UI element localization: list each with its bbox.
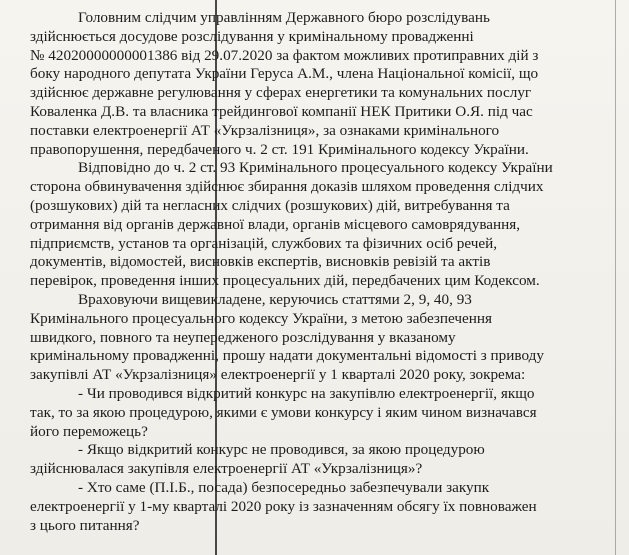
text-line: - Хто саме (П.І.Б., посада) безпосередньо забезпечували закупк	[78, 478, 490, 496]
text-line: Враховуючи вищевикладене, керуючись статтями 2, 9, 40, 93	[78, 290, 472, 308]
text-line: з цього питання?	[30, 516, 140, 534]
text-line: - Чи проводився відкритий конкурс на закупівлю електроенергії, якщо	[78, 384, 535, 402]
text-line: правопорушення, передбаченого ч. 2 ст. 191 Кримінального кодексу України.	[30, 140, 529, 158]
text-line: підприємств, установ та організацій, службових та фізичних осіб речей,	[30, 234, 498, 252]
paper-right-edge	[615, 0, 616, 555]
text-line: швидкого, повного та неупередженого розслідування у вказаному	[30, 328, 456, 346]
text-line: Коваленка Д.В. та власника трейдингової компанії НЕК Притики О.Я. під час	[30, 102, 533, 120]
paragraph-legal-basis	[30, 159, 610, 291]
text-line: Головним слідчим управлінням Державного бюро розслідувань	[78, 9, 490, 26]
text-line: так, то за якою процедурою, якими є умови конкурсу і яким чином визначався	[30, 403, 537, 421]
question-procedure	[30, 441, 610, 479]
text-line: № 42020000000001386 від 29.07.2020 за фактом можливих протиправних дій з	[30, 46, 539, 64]
text-line: здійснювалася закупівля електроенергії АТ «Укрзалізниця»?	[30, 460, 423, 478]
text-line: його переможець?	[30, 422, 148, 440]
document-body	[30, 9, 610, 535]
text-line: (розшукових) дій та негласних слідчих (розшукових) дій, витребування та	[30, 196, 510, 214]
text-line: документів, відомостей, висновків експертів, висновків ревізій та актів	[30, 253, 491, 271]
text-line: кримінальному провадженні, прошу надати документальні відомості з приводу	[30, 347, 544, 365]
text-line: закупівлі АТ «Укрзалізниця» електроенергії у 1 кварталі 2020 року, зокрема:	[30, 366, 526, 384]
paragraph-request	[30, 291, 610, 385]
text-line: здійснює державне регулювання у сферах енергетики та комунальних послуг	[30, 84, 532, 102]
paragraph-investigation-intro	[30, 9, 610, 159]
text-line: - Якщо відкритий конкурс не проводився, за якою процедурою	[78, 441, 485, 459]
text-line: Кримінального процесуального кодексу України, з метою забезпечення	[30, 309, 492, 327]
text-line: боку народного депутата України Геруса А.М., члена Національної комісії, що	[30, 65, 539, 83]
text-line: перевірок, проведення інших процесуальних дій, передбачених цим Кодексом.	[30, 272, 540, 290]
text-line: електроенергії у 1-му кварталі 2020 року із зазначенням обсягу їх повноважен	[30, 497, 537, 515]
text-line: сторона обвинувачення здійснює збирання доказів шляхом проведення слідчих	[30, 178, 544, 196]
text-line: поставки електроенергії АТ «Укрзалізниця», за ознаками кримінального	[30, 121, 500, 139]
text-line: отримання від органів державної влади, органів місцевого самоврядування,	[30, 215, 521, 233]
question-responsible-persons	[30, 479, 610, 535]
text-line: здійснюється досудове розслідування у кримінальному провадженні	[30, 27, 474, 45]
question-open-tender	[30, 385, 610, 441]
text-line: Відповідно до ч. 2 ст. 93 Кримінального процесуального кодексу України	[78, 159, 553, 177]
